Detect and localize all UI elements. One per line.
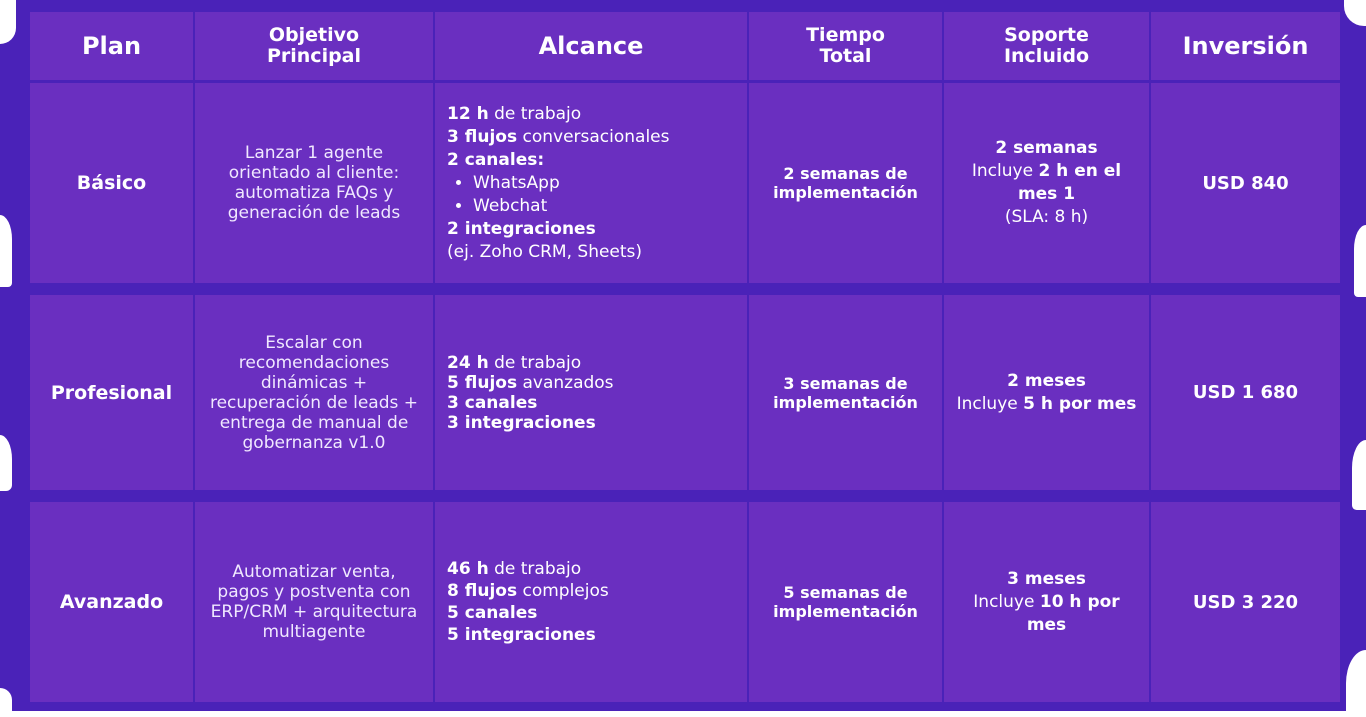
plan-name: Avanzado: [30, 502, 193, 702]
scope-hours: 46 h: [447, 559, 489, 579]
scope-flows-text: complejos: [517, 581, 609, 601]
scope-hours-text: de trabajo: [488, 103, 582, 124]
scope-flows: 3 flujos: [447, 126, 518, 147]
plan-name: Básico: [30, 83, 193, 283]
plan-name: Profesional: [30, 295, 193, 490]
plan-time: 2 semanas de implementación: [749, 83, 942, 283]
scope-channels: 3 canales: [447, 392, 538, 413]
support-duration: 3 meses: [1007, 568, 1086, 589]
support-prefix: Incluye: [973, 591, 1040, 612]
scope-flows-text: avanzados: [517, 372, 614, 393]
plan-support: [944, 295, 1149, 490]
support-duration: 2 semanas: [995, 138, 1098, 158]
plan-time: 3 semanas de implementación: [749, 295, 942, 490]
scope-flows: 8 flujos: [447, 581, 518, 601]
scope-channels: 2 canales:: [447, 149, 545, 170]
scope-integrations: 5 integraciones: [447, 625, 596, 645]
plan-scope: [435, 295, 747, 490]
header-support: Soporte Incluido: [944, 12, 1149, 80]
header-time: Tiempo Total: [749, 12, 942, 80]
plan-price: USD 3 220: [1151, 502, 1340, 702]
scope-flows-text: conversacionales: [517, 126, 670, 147]
plan-price: USD 840: [1151, 83, 1340, 283]
frame-notch: [1352, 440, 1366, 510]
plan-scope: [435, 502, 747, 702]
support-hours: 5 h por mes: [1023, 393, 1137, 414]
scope-integrations: 2 integraciones: [447, 218, 596, 239]
plan-scope: [435, 83, 747, 283]
scope-hours: 24 h: [447, 352, 489, 373]
support-duration: 2 meses: [1007, 370, 1086, 391]
scope-flows: 5 flujos: [447, 372, 518, 393]
list-item: • WhatsApp: [473, 172, 670, 195]
frame-notch: [0, 0, 16, 44]
pricing-table: [30, 12, 1336, 702]
header-plan: Plan: [30, 12, 193, 80]
frame-notch: [0, 435, 12, 491]
frame-notch: [1344, 0, 1366, 26]
list-item: • Webchat: [473, 195, 670, 218]
plan-price: USD 1 680: [1151, 295, 1340, 490]
channel-list: [447, 172, 670, 218]
plan-support: [944, 83, 1149, 283]
plan-objective: Automatizar venta, pagos y postventa con ERP/CRM + arquitectura multiagente: [195, 502, 433, 702]
row-divider: [30, 490, 1340, 502]
scope-integrations: 3 integraciones: [447, 412, 596, 433]
plan-objective: Lanzar 1 agente orientado al cliente: automatiza FAQs y generación de leads: [195, 83, 433, 283]
support-hours: 2 h en el mes 1: [1017, 161, 1122, 204]
header-scope: Alcance: [435, 12, 747, 80]
scope-hours-text: de trabajo: [488, 352, 582, 373]
support-hours: 10 h por mes: [1026, 591, 1120, 635]
support-prefix: Incluye: [971, 161, 1039, 181]
support-sla: (SLA: 8 h): [1004, 207, 1089, 227]
scope-hours: 12 h: [447, 103, 489, 124]
frame-notch: [0, 215, 12, 287]
frame-notch: [1346, 650, 1366, 717]
support-prefix: Incluye: [956, 393, 1024, 414]
frame-notch: [0, 711, 1366, 717]
plan-time: 5 semanas de implementación: [749, 502, 942, 702]
plan-support: [944, 502, 1149, 702]
row-divider: [30, 283, 1340, 295]
scope-hours-text: de trabajo: [488, 559, 582, 579]
plan-objective: Escalar con recomendaciones dinámicas + recuperación de leads + entrega de manual de gobernanza v1.0: [195, 295, 433, 490]
header-investment: Inversión: [1151, 12, 1340, 80]
header-objective: Objetivo Principal: [195, 12, 433, 80]
scope-channels: 5 canales: [447, 603, 538, 623]
scope-integrations-note: (ej. Zoho CRM, Sheets): [447, 241, 643, 262]
frame-notch: [1354, 225, 1366, 297]
